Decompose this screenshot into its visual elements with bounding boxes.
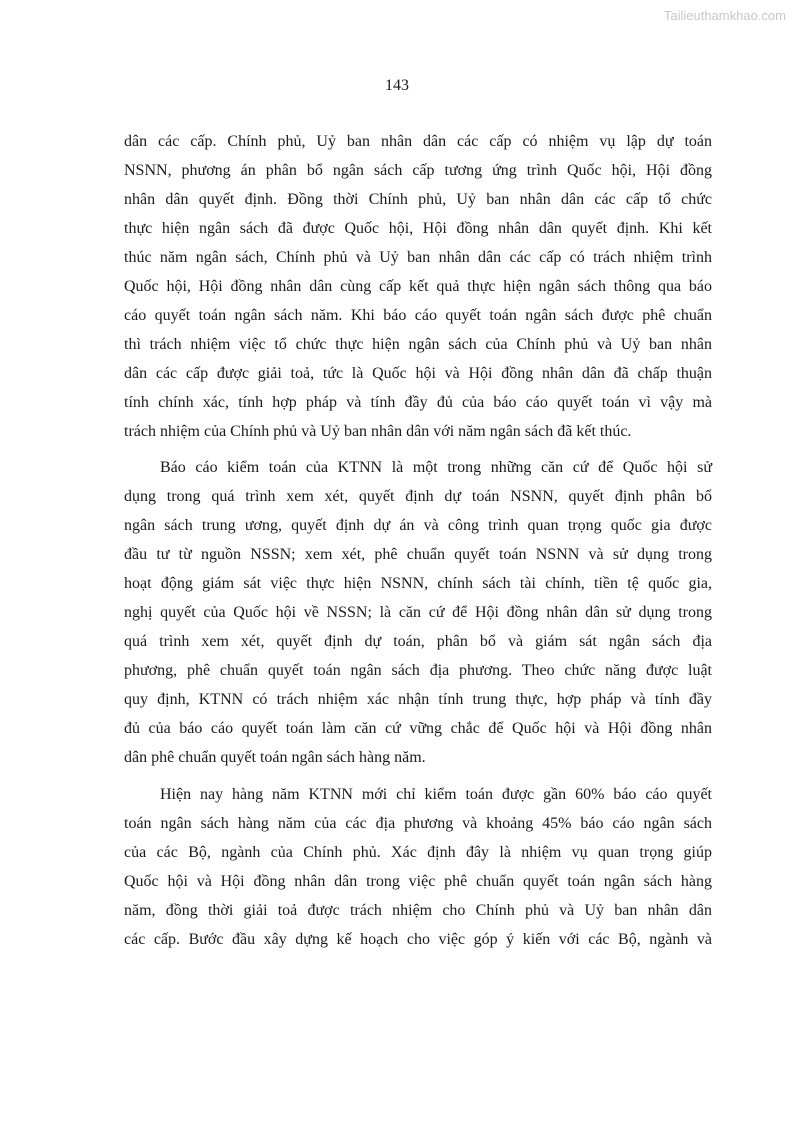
- text-line: dân phê chuẩn quyết toán ngân sách hàng năm.: [124, 749, 426, 766]
- text-line: các cấp. Bước đầu xây dựng kế hoạch cho việc góp ý kiến với các Bộ, ngành và: [124, 931, 712, 948]
- text-line: đầu tư từ nguồn NSSN; xem xét, phê chuẩn quyết toán NSNN và sử dụng trong: [124, 546, 712, 563]
- page-number: 143: [385, 77, 409, 94]
- text-line: quá trình xem xét, quyết định dự toán, phân bổ và giám sát ngân sách địa: [124, 633, 712, 650]
- text-line: Quốc hội và Hội đồng nhân dân trong việc phê chuẩn quyết toán ngân sách hàng: [124, 873, 712, 890]
- text-line: của các Bộ, ngành của Chính phủ. Xác định đây là nhiệm vụ quan trọng giúp: [124, 844, 712, 861]
- text-line: NSNN, phương án phân bổ ngân sách cấp tương ứng trình Quốc hội, Hội đồng: [124, 162, 712, 179]
- text-line: dân các cấp được giải toả, tức là Quốc hội và Hội đồng nhân dân đã chấp thuận: [124, 365, 712, 382]
- text-line: nhân dân quyết định. Đồng thời Chính phủ, Uỷ ban nhân dân các cấp tổ chức: [124, 191, 712, 208]
- text-line: toán ngân sách hàng năm của các địa phương và khoảng 45% báo cáo ngân sách: [124, 815, 712, 832]
- text-line: trách nhiệm của Chính phủ và Uỷ ban nhân dân với năm ngân sách đã kết thúc.: [124, 423, 632, 440]
- text-line: Quốc hội, Hội đồng nhân dân cùng cấp kết quả thực hiện ngân sách thông qua báo: [124, 278, 712, 295]
- text-line: Báo cáo kiểm toán của KTNN là một trong những căn cứ để Quốc hội sử: [160, 459, 712, 476]
- text-line: phương, phê chuẩn quyết toán ngân sách địa phương. Theo chức năng được luật: [124, 662, 712, 679]
- text-line: cáo quyết toán ngân sách năm. Khi báo cáo quyết toán ngân sách được phê chuẩn: [124, 307, 712, 324]
- text-line: ngân sách trung ương, quyết định dự án và công trình quan trọng quốc gia được: [124, 517, 712, 534]
- text-line: đủ của báo cáo quyết toán làm căn cứ vững chắc để Quốc hội và Hội đồng nhân: [124, 720, 712, 737]
- text-line: thúc năm ngân sách, Chính phủ và Uỷ ban nhân dân các cấp có trách nhiệm trình: [124, 249, 712, 266]
- text-line: dụng trong quá trình xem xét, quyết định dự toán NSNN, quyết định phân bổ: [124, 488, 712, 505]
- text-line: hoạt động giám sát việc thực hiện NSNN, chính sách tài chính, tiền tệ quốc gia,: [124, 575, 712, 592]
- text-line: dân các cấp. Chính phủ, Uỷ ban nhân dân các cấp có nhiệm vụ lập dự toán: [124, 133, 712, 150]
- text-line: Hiện nay hàng năm KTNN mới chỉ kiểm toán được gần 60% báo cáo quyết: [160, 786, 712, 803]
- watermark-text: Tailieuthamkhao.com: [663, 8, 786, 23]
- text-line: năm, đồng thời giải toả được trách nhiệm cho Chính phủ và Uỷ ban nhân dân: [124, 902, 712, 919]
- text-line: tính chính xác, tính hợp pháp và tính đầy đủ của báo cáo quyết toán vì vậy mà: [124, 394, 712, 411]
- text-line: thì trách nhiệm việc tổ chức thực hiện ngân sách của Chính phủ và Uỷ ban nhân: [124, 336, 712, 353]
- text-line: quy định, KTNN có trách nhiệm xác nhận tính trung thực, hợp pháp và tính đầy: [124, 691, 712, 708]
- text-line: nghị quyết của Quốc hội về NSSN; là căn cứ để Hội đồng nhân dân sử dụng trong: [124, 604, 712, 621]
- text-line: thực hiện ngân sách đã được Quốc hội, Hội đồng nhân dân quyết định. Khi kết: [124, 220, 712, 237]
